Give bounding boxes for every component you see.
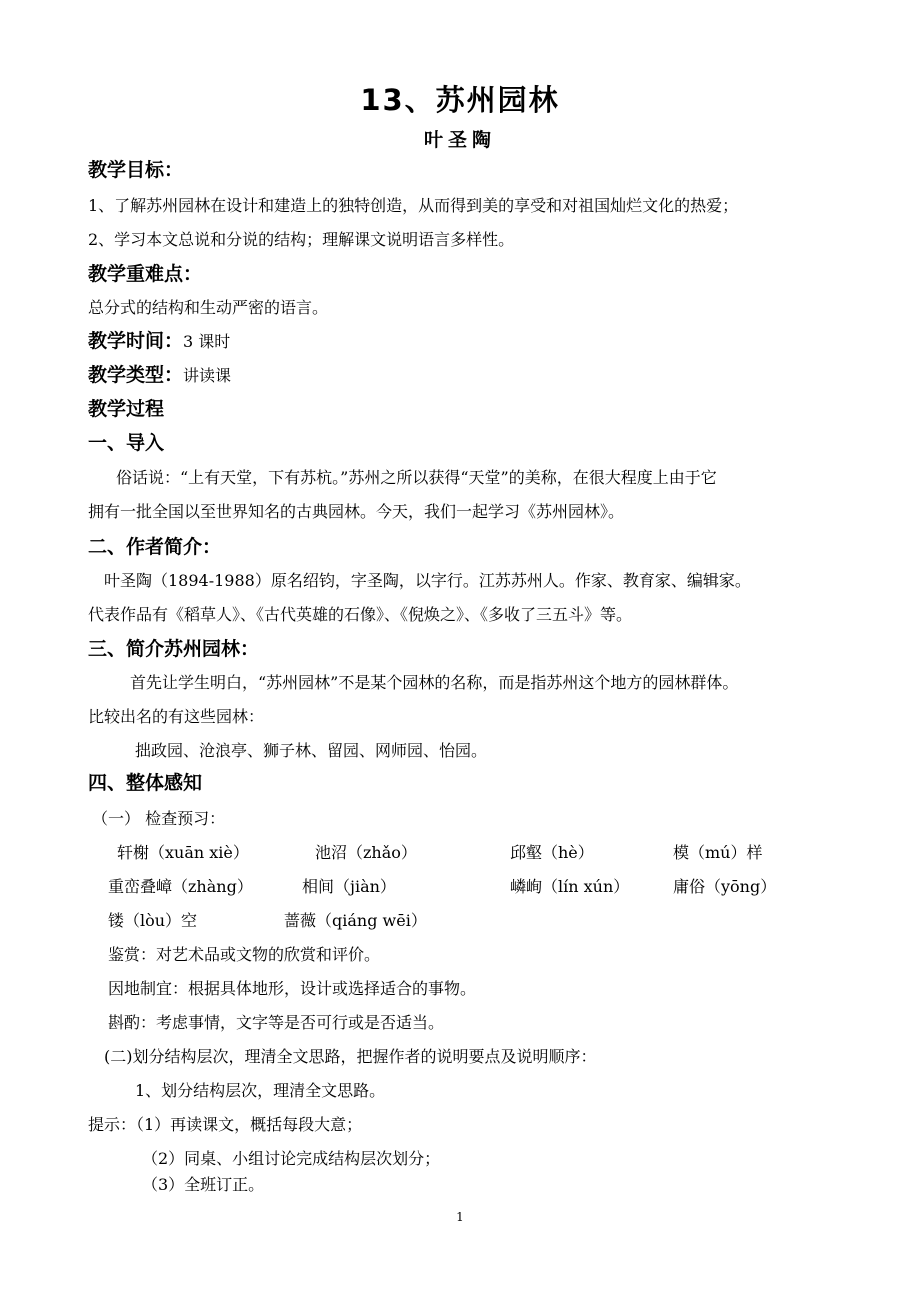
section-2-line-2: 代表作品有《稻草人》、《古代英雄的石像》、《倪焕之》、《多收了三五斗》等。 <box>88 605 633 624</box>
goal-item-1: 1、了解苏州园林在设计和建造上的独特创造，从而得到美的享受和对祖国灿烂文化的热爱； <box>88 196 739 215</box>
definition-item: 斟酌：考虑事情，文字等是否可行或是否适当。 <box>108 1013 445 1032</box>
vocab-item: 相间（jiàn） <box>302 877 396 896</box>
page-number: 1 <box>456 1210 464 1224</box>
teaching-time-label: 教学时间： <box>88 330 184 352</box>
section-3-line-2: 比较出名的有这些园林： <box>88 707 265 726</box>
key-points-text: 总分式的结构和生动严密的语言。 <box>88 298 329 317</box>
vocab-item: 嶙峋（lín xún） <box>510 877 630 896</box>
definition-item: 因地制宜：根据具体地形，设计或选择适合的事物。 <box>108 979 477 998</box>
vocab-item: 轩榭（xuān xiè） <box>117 843 249 862</box>
section-3-heading: 三、简介苏州园林： <box>88 638 260 660</box>
vocab-item: 庸俗（yōng） <box>673 877 777 896</box>
preview-check-heading: （一） 检查预习： <box>92 809 226 828</box>
teaching-type-value: 讲读课 <box>183 366 232 385</box>
section-1-line-1: 俗话说：“上有天堂，下有苏杭。”苏州之所以获得“天堂”的美称，在很大程度上由于它 <box>116 468 717 487</box>
goal-item-2: 2、学习本文总说和分说的结构；理解课文说明语言多样性。 <box>88 230 515 249</box>
definition-item: 鉴赏：对艺术品或文物的欣赏和评价。 <box>108 945 381 964</box>
author-name: 叶圣陶 <box>423 129 496 151</box>
vocab-item: 镂（lòu）空 <box>108 911 198 930</box>
vocab-item: 重峦叠嶂（zhàng） <box>108 877 253 896</box>
key-points-heading: 教学重难点： <box>88 263 203 285</box>
section-2-line-1: 叶圣陶（1894-1988）原名绍钧，字圣陶，以字行。江苏苏州人。作家、教育家、编辑家。 <box>104 571 751 590</box>
section-1-line-2: 拥有一批全国以至世界知名的古典园林。今天，我们一起学习《苏州园林》。 <box>88 502 625 521</box>
section-1-heading: 一、导入 <box>88 432 165 454</box>
hint-line: （3）全班订正。 <box>142 1175 265 1194</box>
structure-step-1: 1、划分结构层次，理清全文思路。 <box>135 1081 386 1100</box>
hint-line: 提示：（1）再读课文，概括每段大意； <box>88 1115 363 1134</box>
hint-line: （2）同桌、小组讨论完成结构层次划分； <box>142 1149 441 1168</box>
page-title: 13、苏州园林 <box>360 83 560 117</box>
process-heading: 教学过程 <box>88 398 165 420</box>
vocab-item: 邱壑（hè） <box>510 843 594 862</box>
vocab-item: 模（mú）样 <box>673 843 763 862</box>
garden-list: 拙政园、沧浪亭、狮子林、留园、网师园、怡园。 <box>135 741 488 760</box>
section-3-line-1: 首先让学生明白，“苏州园林”不是某个园林的名称，而是指苏州这个地方的园林群体。 <box>130 673 739 692</box>
section-4-heading: 四、整体感知 <box>88 772 203 794</box>
teaching-type-label: 教学类型： <box>88 364 184 386</box>
vocab-item: 蔷薇（qiáng wēi） <box>284 911 427 930</box>
teaching-time-value: 3 课时 <box>183 332 231 351</box>
goals-heading: 教学目标： <box>88 159 184 181</box>
teaching-type <box>88 360 231 387</box>
structure-heading: (二)划分结构层次，理清全文思路，把握作者的说明要点及说明顺序： <box>104 1047 597 1066</box>
vocab-item: 池沼（zhǎo） <box>315 843 417 862</box>
section-2-heading: 二、作者简介： <box>88 536 222 558</box>
teaching-time <box>88 326 230 353</box>
